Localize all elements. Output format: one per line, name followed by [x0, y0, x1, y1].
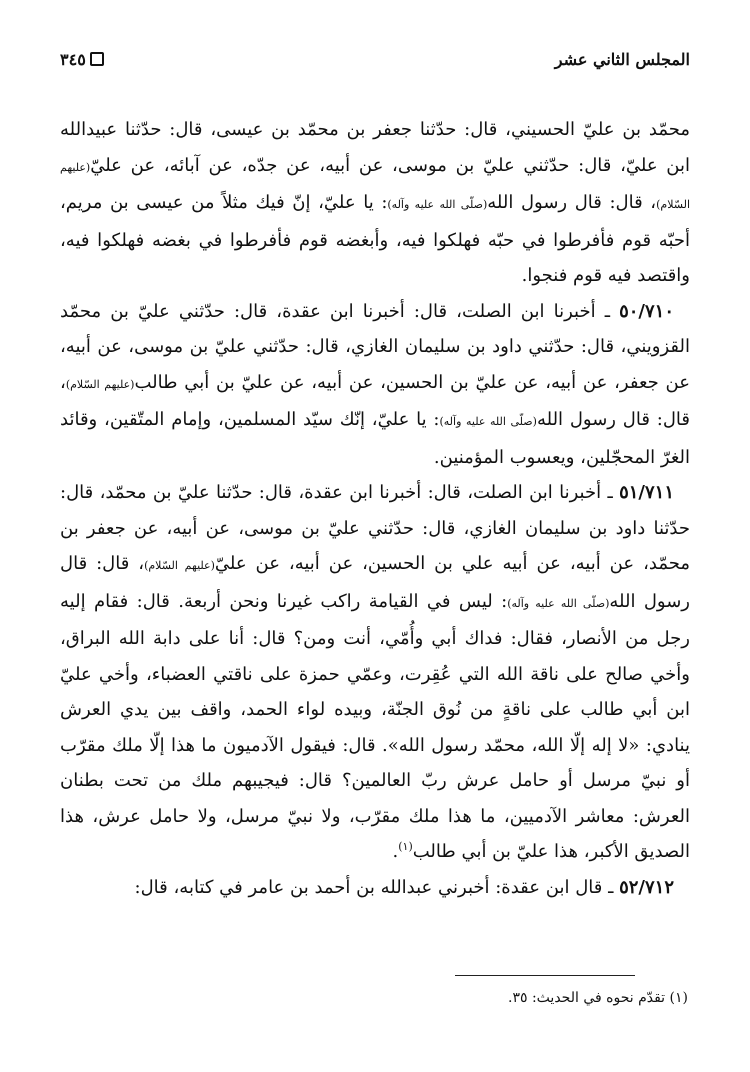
square-icon: [90, 52, 104, 66]
text: ـ قال ابن عقدة: أخبرني عبدالله بن أحمد بن عامر في كتابه، قال:: [134, 876, 620, 898]
main-text: [60, 112, 690, 905]
text: محمّد بن عليّ الحسيني، قال: حدّثنا جعفر بن محمّد بن عيسى، قال: حدّثنا عبيدالله ابن عليّ، قال: حدّثني عليّ بن موسى، عن أبيه، عن جدّه، عن آبائه، عن عليّ: [60, 119, 690, 176]
text: .: [392, 841, 399, 862]
paragraph-4: [60, 870, 690, 906]
honorific: (عليهم السّلام): [144, 559, 215, 572]
honorific: (صلّى الله عليه وآله): [439, 415, 537, 428]
text: ، قال: قال رسول الله: [487, 192, 657, 213]
honorific: (صلّى الله عليه وآله): [507, 596, 610, 610]
paragraph-2: [60, 294, 690, 476]
footnote-divider: [455, 975, 635, 976]
footnote-ref[interactable]: (١): [398, 840, 413, 853]
text: : ليس في القيامة راكب غيرنا ونحن أربعة. قال: فقام إليه رجل من الأنصار، فقال: فداك أبي وأُمّي، أنت ومن؟ قال: أنا على دابة الله البراق، وأخي صالح على ناقة الله التي عُقِرت، وعمّي حمزة على ناقتي العضباء، وأخي عليّ ابن أبي طالب على ناقةٍ من نُوق الجنّة، وبيده لواء الحمد، واقف بين يدي العرش ينادي: «لا إله إلّا الله، محمّد رسول الله». قال: فيقول الآدميون ما هذا إلّا ملك مقرّب أو نبيّ مرسل أو حامل عرش ربّ العالمين؟ قال: فيجيبهم ملك من تحت بطنان العرش: معاشر الآدميين، ما هذا ملك مقرّب، ولا نبيّ مرسل، ولا حامل عرش، هذا الصديق الأكبر، هذا عليّ بن أبي طالب: [60, 590, 690, 862]
text: ، قال: قال رسول الله: [60, 553, 690, 612]
text: ـ أخبرنا ابن الصلت، قال: أخبرنا ابن عقدة، قال: حدّثني عليّ بن محمّد القزويني، قال: حدّثني داود بن سليمان الغازي، قال: حدّثني عليّ بن موسى، عن أبيه، عن جعفر، عن أبيه، عن عليّ بن الحسين، عن أبيه، عن عليّ بن أبي طالب: [60, 300, 690, 393]
text: ، قال: قال رسول الله: [60, 371, 691, 430]
hadith-number: ٥٠/٧١٠: [619, 300, 674, 322]
page-number: ٣٤٥: [60, 49, 86, 69]
honorific: (عليهم السّلام): [65, 377, 135, 391]
text: : يا عليّ، إنّ فيك مثلاً من عيسى بن مريم، أحبّه قوم فأفرطوا في حبّه فهلكوا فيه، وأبغضه قوم فأفرطوا في بغضه فهلكوا فيه، واقتصد فيه قوم فنجوا.: [60, 192, 690, 286]
hadith-number: ٥٢/٧١٢: [619, 876, 674, 898]
page-number-block: [60, 50, 104, 69]
text: : يا عليّ، إنّك سيّد المسلمين، وإمام المتّقين، وقائد الغرّ المحجّلين، ويعسوب المؤمنين.: [60, 409, 690, 468]
text: ـ أخبرنا ابن الصلت، قال: أخبرنا ابن عقدة، قال: حدّثنا عليّ بن محمّد، قال: حدّثنا داود بن سليمان الغازي، قال: حدّثني عليّ بن موسى، عن أبيه، عن جعفر بن محمّد، عن أبيه، عن أبيه علي بن الحسين، عن أبيه، عن عليّ: [60, 482, 690, 574]
chapter-title: المجلس الثاني عشر: [554, 49, 690, 69]
paragraph-1: [60, 112, 690, 294]
paragraph-3: [60, 475, 690, 870]
honorific: (صلّى الله عليه وآله): [387, 198, 488, 211]
honorific: (عليهم السّلام): [60, 160, 691, 211]
running-header: [60, 44, 690, 74]
hadith-number: ٥١/٧١١: [619, 482, 674, 503]
footnote: (١) تقدّم نحوه في الحديث: ٣٥.: [508, 990, 688, 1006]
